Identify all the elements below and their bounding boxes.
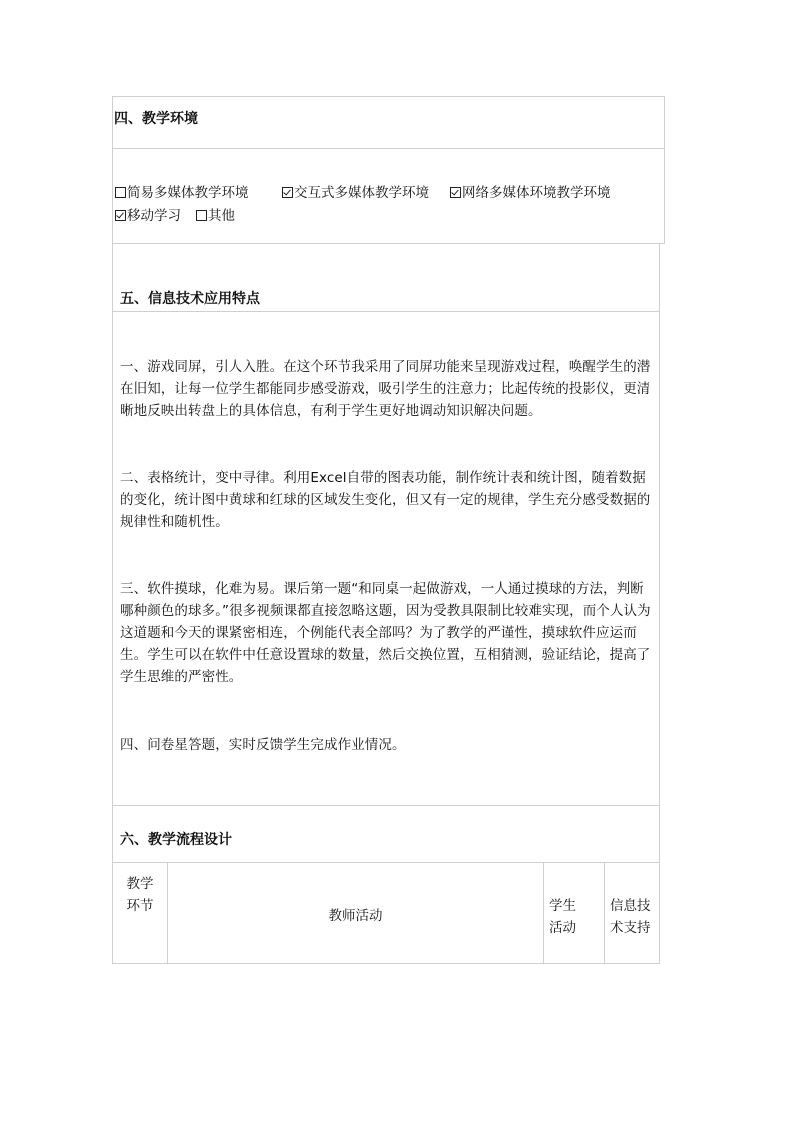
option-simple-multimedia[interactable] [115, 181, 249, 201]
sec4-left-border [112, 96, 113, 244]
checkbox-checked-icon[interactable] [282, 187, 293, 198]
section5-paragraph-3: 三、软件摸球，化难为易。课后第一题“和同桌一起做游戏，一人通过摸球的方法，判断哪种颜色的球多。”很多视频课都直接忽略这题，因为受教具限制比较难实现，而个人认为这道题和今天的课紧密相连，个例能代表全部吗？为了教学的严谨性，摸球软件应运而生。学生可以在软件中任意设置球的数量，然后交换位置，互相猜测，验证结论，提高了学生思维的严密性。 [120, 581, 651, 685]
section6-title: 六、教学流程设计 [120, 832, 232, 848]
option-label: 移动学习 [127, 208, 181, 224]
section5-paragraph-4: 四、问卷星答题，实时反馈学生完成作业情况。 [120, 737, 406, 753]
section5-paragraph-1: 一、游戏同屏，引人入胜。在这个环节我采用了同屏功能来呈现游戏过程，唤醒学生的潜在旧知，让每一位学生都能同步感受游戏，吸引学生的注意力；比起传统的投影仪，更清晰地反映出转盘上的具体信息，有利于学生更好地调动知识解决问题。 [120, 359, 651, 419]
sec6-col-divider-3 [604, 862, 605, 963]
option-label: 交互式多媒体教学环境 [294, 185, 429, 201]
sec4-bottom-border [112, 243, 665, 244]
sec4-top-border [112, 96, 665, 97]
checkbox-checked-icon[interactable] [450, 187, 461, 198]
option-mobile-learning[interactable] [115, 204, 181, 224]
option-label: 其他 [208, 208, 235, 224]
sec6-col-divider-2 [543, 862, 544, 963]
sec6-title-divider [112, 862, 660, 863]
checkbox-unchecked-icon[interactable] [196, 210, 207, 221]
sec4-mid-border [112, 148, 665, 149]
option-label: 简易多媒体教学环境 [127, 185, 249, 201]
option-network-multimedia[interactable] [450, 181, 611, 201]
option-label: 网络多媒体环境教学环境 [462, 185, 611, 201]
sec5-bottom-border [112, 805, 660, 806]
header-it-support: 信息技术支持 [610, 898, 651, 936]
sec5-left-border [112, 243, 113, 964]
header-student-activity: 学生活动 [549, 898, 576, 936]
header-teaching-stage: 教学环节 [126, 876, 154, 914]
option-other[interactable] [196, 204, 235, 224]
sec6-bottom-border [112, 963, 660, 964]
section5-paragraph-2: 二、表格统计，变中寻律。利用Excel自带的图表功能，制作统计表和统计图，随着数据的变化，统计图中黄球和红球的区域发生变化，但又有一定的规律，学生充分感受数据的规律性和随机性。 [120, 470, 651, 530]
checkbox-checked-icon[interactable] [115, 210, 126, 221]
option-interactive-multimedia[interactable] [282, 181, 429, 201]
sec5-right-border [659, 243, 660, 964]
checkbox-unchecked-icon[interactable] [115, 187, 126, 198]
section5-title: 五、信息技术应用特点 [120, 291, 260, 307]
section4-title: 四、教学环境 [114, 111, 198, 127]
sec4-right-border [664, 96, 665, 244]
sec5-title-divider [112, 311, 660, 312]
header-teacher-activity: 教师活动 [328, 908, 383, 924]
